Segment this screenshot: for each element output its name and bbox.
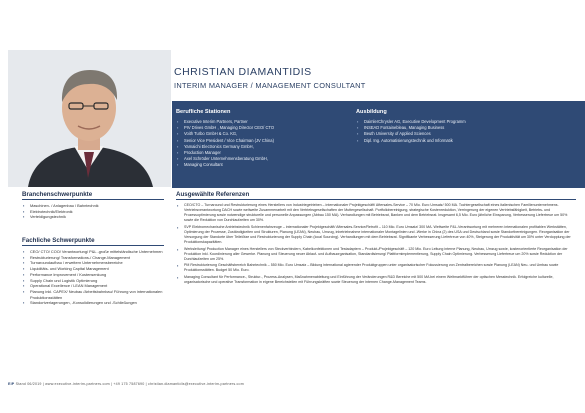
stations-item: ▪ Axel Schröder Unternehmensberatung GmbH,	[176, 156, 366, 162]
references-list	[176, 203, 576, 287]
focus-item: ▪ Restrukturierung/ Transformations-/ Change-Management	[22, 255, 164, 261]
stations-list	[176, 119, 366, 169]
profile-photo	[8, 50, 171, 187]
industries-item: ▪ Verteidigungstechnik	[22, 214, 164, 220]
focus-list	[22, 249, 164, 306]
stations-item: ▪ Executive Interim Partners, Partner	[176, 119, 366, 125]
footer	[8, 382, 244, 386]
reference-item: ▪ PM Restrukturierung Geschäftsbereich Bahntechnik – 550 Mio. Euro Umsatz – Bildung international agierender Produktgruppen unter organisatorischer Fokussierung von Zentralbereichen sowie Planung (LEAN) Neu- und Umbau sowie Produktionsstätten. Budget 50 Mio. Euro.	[176, 263, 576, 273]
stations-item: ▪ Production Manager	[176, 150, 366, 156]
profile-header	[0, 0, 585, 188]
stations-title: Berufliche Stationen	[176, 109, 231, 115]
references-title: Ausgewählte Referenzen	[176, 191, 250, 198]
stations-item: ▪ Voith Turbo GmbH & Co. KG,	[176, 131, 366, 137]
footer-brand: EIP	[8, 382, 15, 386]
reference-item: ▪ Managing Consultant für Performance-, Struktur-, Prozess-Analysen, Maßnahmenableitung und Einführung der Veränderungen R&D Bereiche mit 500 MA bei einem Weltmarktführer der optischen Messtechnik. Erfolgreiche kulturelle, organisatorische und operative Transformation in eigene Bereichsteilen mit Führungskräften sowie Steuerung der internen Change-Management Teams.	[176, 275, 576, 285]
education-item: ▪ Beuth University of Applied Sciences	[356, 131, 581, 137]
reference-item: ▪ CEO/CTO – Turnaround und Restrukturierung eines Herstellers von Industriegetrieben – internationaler Projektgeschäft/ Aftersales-Service – 70 Mio. Euro Umsatz/ 500 MA. Tochtergesellschaft eines italienischen Familienunternehmens. Vertriebsverantwortung DACH sowie weltweite Zusammenarbeit mit den Vertriebsgesellschaften der Muttergesellschaft. Portfoliobereinigung, strategische Kostenreduktion, Verringerung der eigenen Vertriebsfähigkeit, Betriebs- und Prozessoptimierung sowie notwendige strukturelle und personelle Anpassungen (Abbau 150 MA). Verhandlungen mit Betriebsrat, Banken und dem Betriebsrat. Insgesamt 6,5 Mio. Euro jährliche Einsparung, Verbesserung Liefertreue um 50% sowie die Reduktion von Durchlaufzeiten um 30%.	[176, 203, 576, 223]
focus-item: ▪ Liquiditäts- und Working Capital Management	[22, 266, 164, 272]
focus-item: ▪ Standortverlagerungen, -Konsolidierungen und -Schließungen	[22, 300, 164, 306]
focus-divider	[22, 245, 164, 246]
focus-item: ▪ Planung inkl. CAPEX/ Neubau /Arbeitsbahnbau/ Führung von internationalen Produktionsstätten	[22, 289, 164, 300]
education-item: ▪ Dipl. Ing. Automatisierungstechnik und Informatik	[356, 138, 581, 144]
reference-item: ▪ Werksleitung/ Production Manager eines Herstellers von Steckverbindern, Kabelkonfektionen und Testadaptern – Produkt-/Projektgeschäft – 120 Mio. Euro Leitung interne Planung, Neubau, Umzug sowie, kostenorientierte Reorganisation der Produktion inkl. Koordinierung aller Gewerke. Planung und Steuerung neuer Ablauf- und Aufbauorganisation, Standardisierung/ Plattformimplementierung, Supply Chain Optimierung. Verbesserung Liefertreue um 20% sowie Reduktion der Durchlaufzeiten um 25%.	[176, 247, 576, 262]
focus-item: ▪ CEO/ CTO/ COO/ Verantwortung/ P&L -große mittelständische Unternehmen	[22, 249, 164, 255]
career-summary-panel	[172, 101, 585, 188]
industries-title: Branchenschwerpunkte	[22, 191, 93, 198]
focus-item: ▪ Performance Improvement / Kostensenkung	[22, 272, 164, 278]
industries-list	[22, 203, 164, 220]
stations-item: ▪ Senior Vice President / Vice Chairman (JV China)	[176, 138, 366, 144]
footer-text: Stand 06/2019 | www.executive-interim-partners.com | +49 175 7587690 | christian.diamantidis@executive-interim-partners.com	[15, 382, 244, 386]
stations-item: ▪ Yamaichi Electronics Germany GmbH,	[176, 144, 366, 150]
profile-name: CHRISTIAN DIAMANTIDIS	[174, 66, 312, 78]
focus-title: Fachliche Schwerpunkte	[22, 237, 95, 244]
education-item: ▪ INSEAD Fontainebleau, Managing Business	[356, 125, 581, 131]
stations-item: ▪ PIV Drives GmbH , Managing Director CEO/ CTO	[176, 125, 366, 131]
focus-item: ▪ Operational Excellence / LEAN Management	[22, 283, 164, 289]
education-list	[356, 119, 581, 144]
industries-item: ▪ Elektrotechnik/Elektronik	[22, 209, 164, 215]
focus-item: ▪ Supply Chain und Logistik Optimierung	[22, 278, 164, 284]
education-title: Ausbildung	[356, 109, 387, 115]
focus-item: ▪ Turnaroundaufbau / erweitern Unternehmensbereiche	[22, 260, 164, 266]
industries-divider	[22, 199, 164, 200]
stations-item: ▪ Managing Consultant	[176, 162, 366, 168]
industries-item: ▪ Maschinen- / Anlagenbau / Bahntechnik	[22, 203, 164, 209]
profile-role: INTERIM MANAGER / MANAGEMENT CONSULTANT	[174, 81, 366, 90]
education-item: ▪ DaimlerChrysler AG, Executive Development Programm	[356, 119, 581, 125]
references-divider	[176, 199, 576, 200]
reference-item: ▪ SVP Elektromechanische Antriebstechnik Schienenfahrzeuge – internationaler Projektgeschäft/ Aftersales-Service/Retrofit – 110 Mio. Euro Umsatz/ 300 MA. Weltweite P&L-Verantwortung mit mehreren internationalen profitablen Werkstätten, Optimierung der Prozesse, Zuständigkeiten und Strukturen, Planung (LEAN), Neubau, Umzug, inbetriebnahme internationaler Montagelinien und -Werke in China (2) des USA und Deutschland sowie Standortbereinigungen. Reorganisation der Versorgung der Standorte über Teilelötze und Restrukturierung der Supply Chain (local Sourcing). Verhandlungen mit dem Betriebsrat. Signifikante Verbesserung Liefertreue von 40%, Steigerung der Produktivität um 30% unter Verdopplung der Produktionskapazitäten.	[176, 225, 576, 245]
